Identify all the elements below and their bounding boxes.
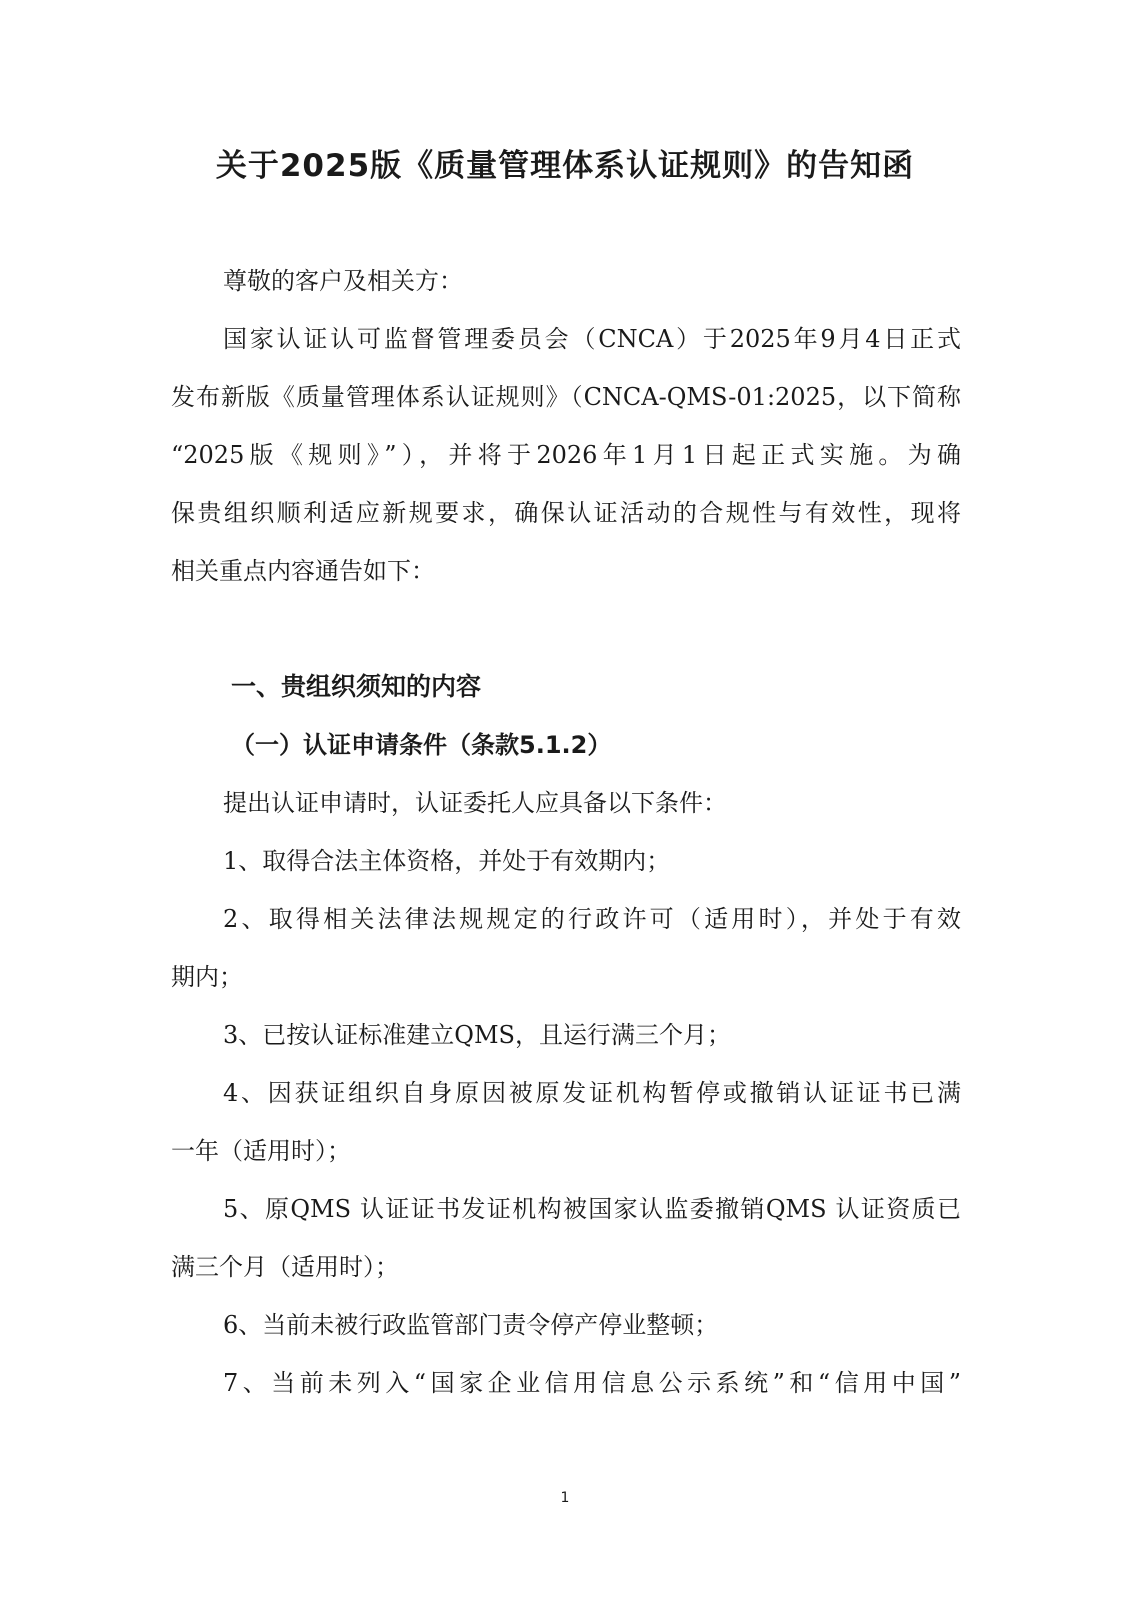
subsection-heading: （一）认证申请条件（条款5.1.2） <box>231 731 612 759</box>
condition-item-5-line-2: 满三个月（适用时）； <box>171 1253 399 1281</box>
condition-item-1: 1、取得合法主体资格，并处于有效期内； <box>223 847 671 875</box>
page-number: 1 <box>560 1490 570 1506</box>
condition-item-4-line-1: 4、因获证组织自身原因被原发证机构暂停或撤销认证证书已满 <box>223 1079 961 1107</box>
intro-line-2: 发布新版《质量管理体系认证规则》（CNCA-QMS-01:2025，以下简称 <box>171 383 961 411</box>
salutation: 尊敬的客户及相关方： <box>223 267 463 295</box>
condition-item-5-line-1: 5、原QMS 认证证书发证机构被国家认监委撤销QMS 认证资质已 <box>223 1195 961 1223</box>
intro-line-4: 保贵组织顺利适应新规要求，确保认证活动的合规性与有效性，现将 <box>171 499 961 527</box>
section-heading: 一、贵组织须知的内容 <box>231 672 482 701</box>
condition-item-2-line-1: 2、取得相关法律法规规定的行政许可（适用时），并处于有效 <box>223 905 961 933</box>
condition-intro: 提出认证申请时，认证委托人应具备以下条件： <box>223 789 727 817</box>
intro-line-5: 相关重点内容通告如下： <box>171 557 435 585</box>
condition-item-4-line-2: 一年（适用时）； <box>171 1137 351 1165</box>
condition-item-6: 6、当前未被行政监管部门责令停产停业整顿； <box>223 1311 719 1339</box>
condition-item-2-line-2: 期内； <box>171 963 243 991</box>
intro-line-3: “2025版《规则》”），并将于2026年1月1日起正式实施。为确 <box>171 441 961 469</box>
document-title: 关于2025版《质量管理体系认证规则》的告知函 <box>215 148 915 184</box>
intro-line-1: 国家认证认可监督管理委员会（CNCA）于2025年9月4日正式 <box>223 325 961 353</box>
condition-item-3: 3、已按认证标准建立QMS，且运行满三个月； <box>223 1021 731 1049</box>
condition-item-7-line-1: 7、当前未列入“国家企业信用信息公示系统”和“信用中国” <box>223 1369 961 1397</box>
